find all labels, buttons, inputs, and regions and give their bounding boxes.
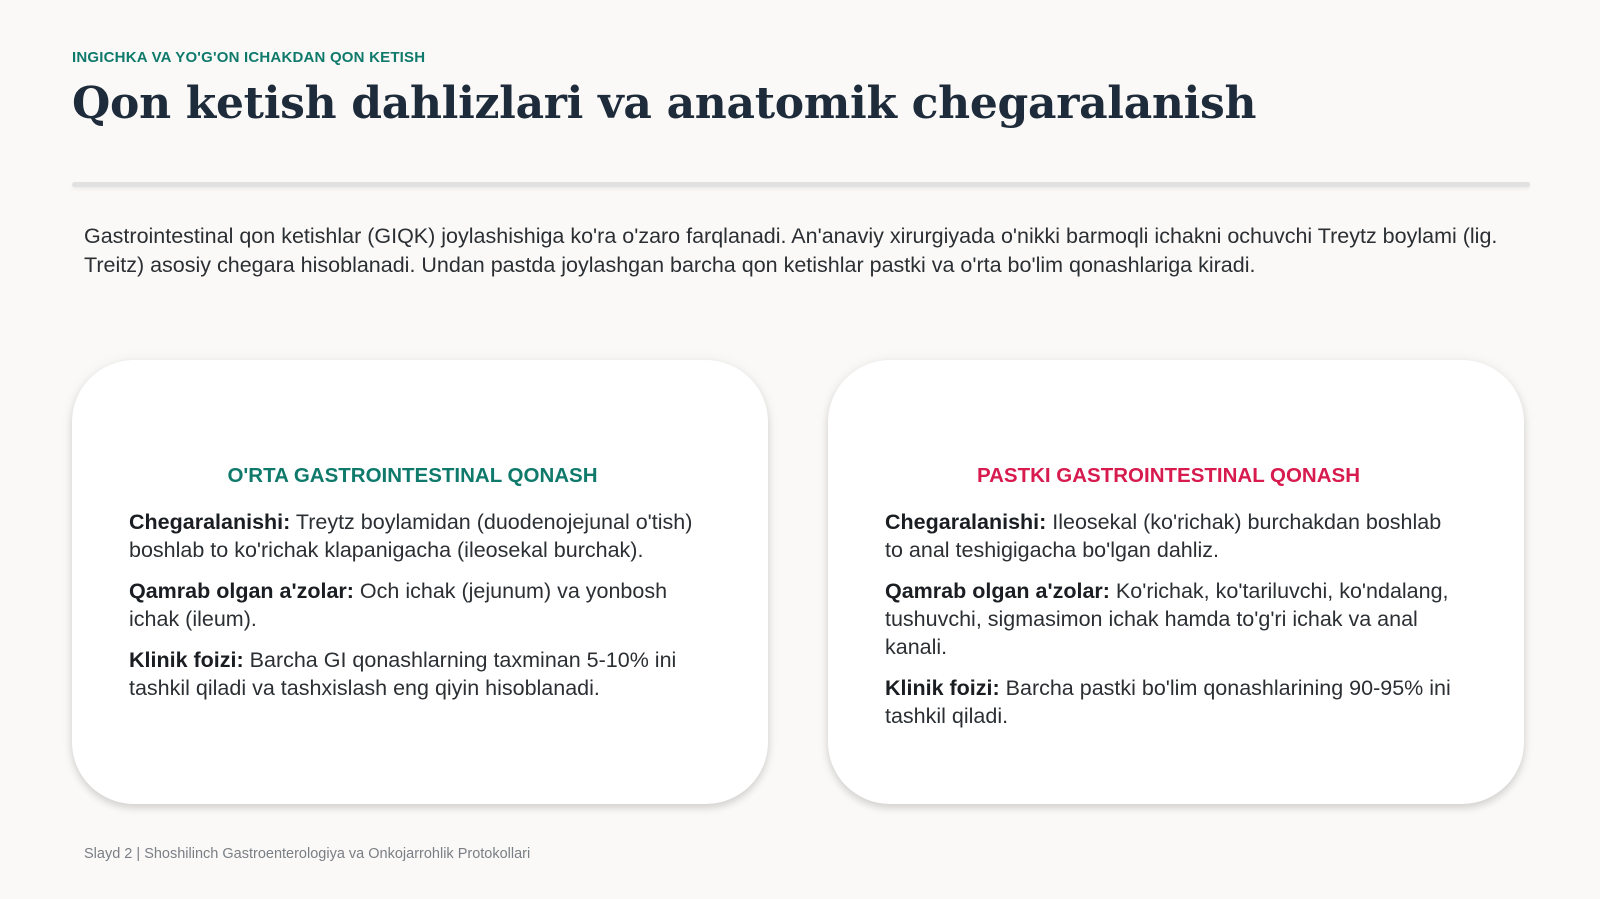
card-item-boundary [885,508,1452,564]
card-item-clinical-percent [129,646,696,702]
card-item-clinical-percent [885,674,1452,730]
item-label: Chegaralanishi: [885,510,1047,534]
item-label: Chegaralanishi: [129,510,291,534]
item-text: Barcha pastki bo'lim qonashlarining 90-95% ini tashkil qiladi. [885,676,1451,728]
item-label: Klinik foizi: [885,676,1000,700]
slide-footer: Slayd 2 | Shoshilinch Gastroenterologiya va Onkojarrohlik Protokollari [84,846,531,862]
item-label: Klinik foizi: [129,648,244,672]
item-text: Treytz boylamidan (duodenojejunal o'tish) boshlab to ko'richak klapanigacha (ileosekal burchak). [129,510,693,562]
item-text: Barcha GI qonashlarning taxminan 5-10% ini tashkil qiladi va tashxislash eng qiyin hisoblanadi. [129,648,677,700]
item-text: Ko'richak, ko'tariluvchi, ko'ndalang, tushuvchi, sigmasimon ichak hamda to'g'ri ichak va anal kanali. [885,579,1449,659]
item-label: Qamrab olgan a'zolar: [885,579,1110,603]
card-item-boundary [129,508,696,564]
item-text: Ileosekal (ko'richak) burchakdan boshlab to anal teshigigacha bo'lgan dahliz. [885,510,1442,562]
card-item-organs [885,577,1452,661]
card-item-organs [129,577,696,633]
section-kicker: INGICHKA VA YO'G'ON ICHAKDAN QON KETISH [72,49,426,66]
title-divider [72,182,1530,187]
lower-gi-bleeding-card [828,360,1524,804]
card-heading: PASTKI GASTROINTESTINAL QONASH [976,464,1361,487]
card-heading: O'RTA GASTROINTESTINAL QONASH [227,464,598,487]
item-text: Och ichak (jejunum) va yonbosh ichak (ileum). [129,579,668,631]
mid-gi-bleeding-card [72,360,768,804]
item-label: Qamrab olgan a'zolar: [129,579,354,603]
intro-paragraph: Gastrointestinal qon ketishlar (GIQK) joylashishiga ko'ra o'zaro farqlanadi. An'anaviy xirurgiyada o'nikki barmoqli ichakni ochuvchi Treytz boylami (lig. Treitz) asosiy chegara hisoblanadi. Undan pastda joylashgan barcha qon ketishlar pastki va o'rta bo'lim qonashlariga kiradi. [84,224,1498,277]
page-title: Qon ketish dahlizlari va anatomik chegaralanish [72,78,1257,129]
